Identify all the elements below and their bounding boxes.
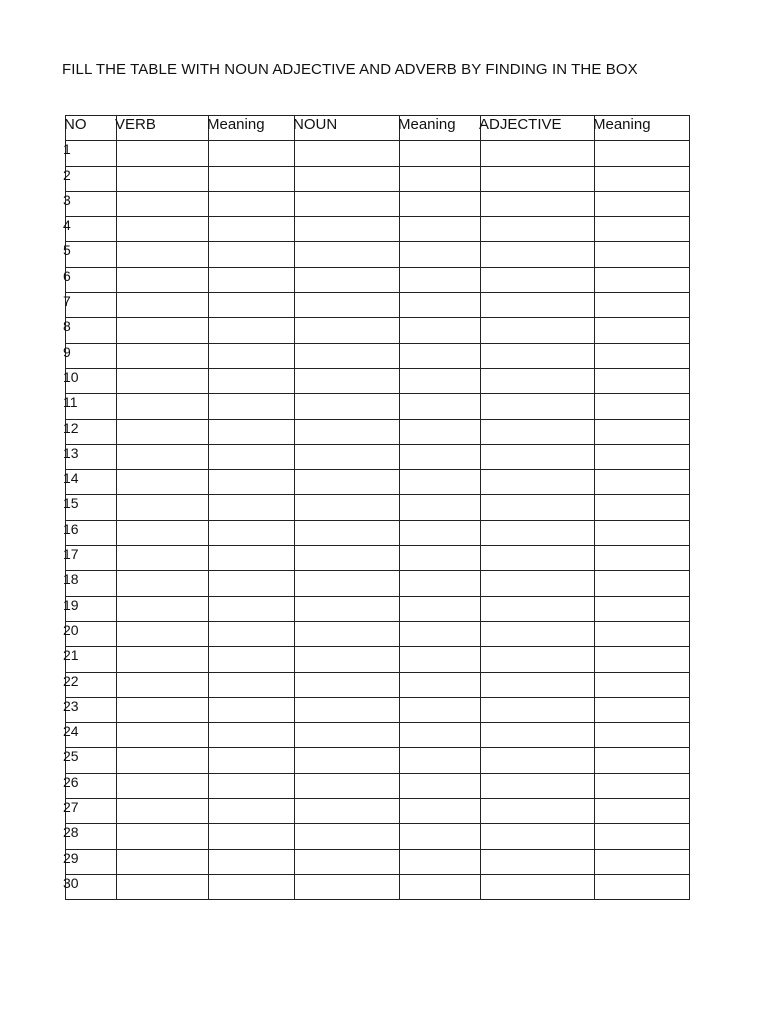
table-row bbox=[66, 368, 690, 393]
table-row bbox=[66, 748, 690, 773]
adjective-meaning-cell[interactable] bbox=[595, 166, 690, 191]
verb-cell[interactable] bbox=[117, 596, 209, 621]
adjective-cell[interactable] bbox=[481, 242, 595, 267]
adjective-cell[interactable] bbox=[481, 723, 595, 748]
adjective-meaning-cell[interactable] bbox=[595, 824, 690, 849]
adjective-cell[interactable] bbox=[481, 141, 595, 166]
table-row bbox=[66, 343, 690, 368]
adjective-meaning-cell[interactable] bbox=[595, 191, 690, 216]
table-row bbox=[66, 672, 690, 697]
adjective-meaning-cell[interactable] bbox=[595, 141, 690, 166]
adjective-meaning-cell[interactable] bbox=[595, 520, 690, 545]
verb-meaning-cell[interactable] bbox=[209, 141, 295, 166]
row-number: 23 bbox=[66, 697, 117, 722]
adjective-cell[interactable] bbox=[481, 596, 595, 621]
noun-meaning-cell[interactable] bbox=[400, 191, 481, 216]
verb-cell[interactable] bbox=[117, 546, 209, 571]
table-row bbox=[66, 191, 690, 216]
row-number: 25 bbox=[66, 748, 117, 773]
header-verb-meaning: Meaning bbox=[209, 116, 295, 141]
table-row bbox=[66, 394, 690, 419]
row-number: 18 bbox=[66, 571, 117, 596]
adjective-meaning-cell[interactable] bbox=[595, 596, 690, 621]
adjective-meaning-cell[interactable] bbox=[595, 343, 690, 368]
adjective-cell[interactable] bbox=[481, 343, 595, 368]
verb-meaning-cell[interactable] bbox=[209, 394, 295, 419]
header-adjective-meaning: Meaning bbox=[595, 116, 690, 141]
row-number: 10 bbox=[66, 368, 117, 393]
adjective-meaning-cell[interactable] bbox=[595, 394, 690, 419]
adjective-meaning-cell[interactable] bbox=[595, 647, 690, 672]
verb-meaning-cell[interactable] bbox=[209, 444, 295, 469]
verb-cell[interactable] bbox=[117, 242, 209, 267]
verb-meaning-cell[interactable] bbox=[209, 571, 295, 596]
verb-meaning-cell[interactable] bbox=[209, 647, 295, 672]
adjective-cell[interactable] bbox=[481, 571, 595, 596]
verb-cell[interactable] bbox=[117, 849, 209, 874]
noun-cell[interactable] bbox=[295, 672, 400, 697]
adjective-meaning-cell[interactable] bbox=[595, 546, 690, 571]
table-body bbox=[63, 141, 690, 900]
noun-cell[interactable] bbox=[295, 419, 400, 444]
table-row bbox=[66, 824, 690, 849]
noun-meaning-cell[interactable] bbox=[400, 419, 481, 444]
noun-cell[interactable] bbox=[295, 141, 400, 166]
page-title: FILL THE TABLE WITH NOUN ADJECTIVE AND ADVERB BY FINDING IN THE BOX bbox=[62, 61, 638, 78]
row-number: 28 bbox=[66, 824, 117, 849]
noun-meaning-cell[interactable] bbox=[400, 217, 481, 242]
worksheet-table bbox=[65, 115, 690, 900]
verb-meaning-cell[interactable] bbox=[209, 697, 295, 722]
noun-cell[interactable] bbox=[295, 849, 400, 874]
row-number: 12 bbox=[66, 419, 117, 444]
verb-cell[interactable] bbox=[117, 495, 209, 520]
table-row bbox=[66, 293, 690, 318]
adjective-cell[interactable] bbox=[481, 824, 595, 849]
verb-cell[interactable] bbox=[117, 470, 209, 495]
noun-meaning-cell[interactable] bbox=[400, 293, 481, 318]
noun-cell[interactable] bbox=[295, 394, 400, 419]
noun-meaning-cell[interactable] bbox=[400, 621, 481, 646]
adjective-cell[interactable] bbox=[481, 444, 595, 469]
verb-cell[interactable] bbox=[117, 874, 209, 899]
adjective-cell[interactable] bbox=[481, 191, 595, 216]
verb-cell[interactable] bbox=[117, 773, 209, 798]
verb-cell[interactable] bbox=[117, 697, 209, 722]
header-adjective: ADJECTIVE bbox=[481, 116, 595, 141]
adjective-cell[interactable] bbox=[481, 647, 595, 672]
table-row bbox=[66, 571, 690, 596]
adjective-cell[interactable] bbox=[481, 267, 595, 292]
row-number: 6 bbox=[66, 267, 117, 292]
adjective-meaning-cell[interactable] bbox=[595, 242, 690, 267]
noun-cell[interactable] bbox=[295, 571, 400, 596]
adjective-cell[interactable] bbox=[481, 672, 595, 697]
adjective-cell[interactable] bbox=[481, 368, 595, 393]
noun-meaning-cell[interactable] bbox=[400, 368, 481, 393]
noun-meaning-cell[interactable] bbox=[400, 824, 481, 849]
noun-cell[interactable] bbox=[295, 596, 400, 621]
table-row bbox=[66, 520, 690, 545]
verb-meaning-cell[interactable] bbox=[209, 343, 295, 368]
noun-cell[interactable] bbox=[295, 824, 400, 849]
noun-meaning-cell[interactable] bbox=[400, 773, 481, 798]
noun-cell[interactable] bbox=[295, 242, 400, 267]
noun-cell[interactable] bbox=[295, 799, 400, 824]
noun-meaning-cell[interactable] bbox=[400, 647, 481, 672]
verb-meaning-cell[interactable] bbox=[209, 495, 295, 520]
row-number: 8 bbox=[66, 318, 117, 343]
table-row bbox=[66, 723, 690, 748]
adjective-meaning-cell[interactable] bbox=[595, 217, 690, 242]
verb-meaning-cell[interactable] bbox=[209, 368, 295, 393]
row-number: 21 bbox=[66, 647, 117, 672]
adjective-cell[interactable] bbox=[481, 470, 595, 495]
noun-cell[interactable] bbox=[295, 217, 400, 242]
verb-cell[interactable] bbox=[117, 444, 209, 469]
adjective-cell[interactable] bbox=[481, 546, 595, 571]
noun-meaning-cell[interactable] bbox=[400, 697, 481, 722]
adjective-cell[interactable] bbox=[481, 799, 595, 824]
table-row bbox=[66, 217, 690, 242]
row-number: 7 bbox=[66, 293, 117, 318]
row-number: 3 bbox=[66, 191, 117, 216]
adjective-cell[interactable] bbox=[481, 166, 595, 191]
table-row bbox=[66, 546, 690, 571]
header-no: NO bbox=[66, 116, 117, 141]
verb-cell[interactable] bbox=[117, 647, 209, 672]
noun-cell[interactable] bbox=[295, 191, 400, 216]
verb-meaning-cell[interactable] bbox=[209, 267, 295, 292]
noun-meaning-cell[interactable] bbox=[400, 723, 481, 748]
verb-meaning-cell[interactable] bbox=[209, 596, 295, 621]
row-number: 16 bbox=[66, 520, 117, 545]
adjective-cell[interactable] bbox=[481, 520, 595, 545]
verb-cell[interactable] bbox=[117, 343, 209, 368]
adjective-meaning-cell[interactable] bbox=[595, 571, 690, 596]
noun-meaning-cell[interactable] bbox=[400, 394, 481, 419]
adjective-cell[interactable] bbox=[481, 697, 595, 722]
verb-meaning-cell[interactable] bbox=[209, 191, 295, 216]
adjective-meaning-cell[interactable] bbox=[595, 621, 690, 646]
verb-cell[interactable] bbox=[117, 141, 209, 166]
noun-cell[interactable] bbox=[295, 621, 400, 646]
table-row bbox=[66, 773, 690, 798]
verb-meaning-cell[interactable] bbox=[209, 470, 295, 495]
table-row bbox=[66, 596, 690, 621]
noun-meaning-cell[interactable] bbox=[400, 874, 481, 899]
noun-meaning-cell[interactable] bbox=[400, 546, 481, 571]
adjective-meaning-cell[interactable] bbox=[595, 444, 690, 469]
adjective-meaning-cell[interactable] bbox=[595, 368, 690, 393]
header-verb: VERB bbox=[117, 116, 209, 141]
noun-cell[interactable] bbox=[295, 874, 400, 899]
adjective-meaning-cell[interactable] bbox=[595, 773, 690, 798]
adjective-meaning-cell[interactable] bbox=[595, 267, 690, 292]
row-number: 5 bbox=[66, 242, 117, 267]
verb-cell[interactable] bbox=[117, 394, 209, 419]
row-number: 19 bbox=[66, 596, 117, 621]
verb-meaning-cell[interactable] bbox=[209, 293, 295, 318]
adjective-meaning-cell[interactable] bbox=[595, 849, 690, 874]
adjective-cell[interactable] bbox=[481, 773, 595, 798]
table-row bbox=[66, 647, 690, 672]
noun-meaning-cell[interactable] bbox=[400, 242, 481, 267]
adjective-cell[interactable] bbox=[481, 293, 595, 318]
verb-meaning-cell[interactable] bbox=[209, 166, 295, 191]
adjective-meaning-cell[interactable] bbox=[595, 874, 690, 899]
noun-meaning-cell[interactable] bbox=[400, 267, 481, 292]
noun-cell[interactable] bbox=[295, 723, 400, 748]
row-number: 27 bbox=[66, 799, 117, 824]
verb-meaning-cell[interactable] bbox=[209, 242, 295, 267]
adjective-meaning-cell[interactable] bbox=[595, 293, 690, 318]
adjective-meaning-cell[interactable] bbox=[595, 799, 690, 824]
verb-cell[interactable] bbox=[117, 520, 209, 545]
table-row bbox=[66, 874, 690, 899]
verb-meaning-cell[interactable] bbox=[209, 621, 295, 646]
noun-cell[interactable] bbox=[295, 647, 400, 672]
adjective-meaning-cell[interactable] bbox=[595, 697, 690, 722]
verb-cell[interactable] bbox=[117, 571, 209, 596]
noun-meaning-cell[interactable] bbox=[400, 343, 481, 368]
verb-cell[interactable] bbox=[117, 293, 209, 318]
adjective-cell[interactable] bbox=[481, 217, 595, 242]
noun-cell[interactable] bbox=[295, 343, 400, 368]
row-number: 13 bbox=[66, 444, 117, 469]
noun-meaning-cell[interactable] bbox=[400, 141, 481, 166]
noun-cell[interactable] bbox=[295, 697, 400, 722]
adjective-meaning-cell[interactable] bbox=[595, 419, 690, 444]
verb-cell[interactable] bbox=[117, 672, 209, 697]
verb-cell[interactable] bbox=[117, 723, 209, 748]
table-row bbox=[66, 849, 690, 874]
table-row bbox=[66, 799, 690, 824]
noun-cell[interactable] bbox=[295, 318, 400, 343]
noun-meaning-cell[interactable] bbox=[400, 495, 481, 520]
row-number: 29 bbox=[66, 849, 117, 874]
noun-meaning-cell[interactable] bbox=[400, 799, 481, 824]
row-number: 20 bbox=[66, 621, 117, 646]
verb-cell[interactable] bbox=[117, 824, 209, 849]
row-number: 17 bbox=[66, 546, 117, 571]
table-row bbox=[66, 697, 690, 722]
verb-cell[interactable] bbox=[117, 799, 209, 824]
table-row bbox=[66, 242, 690, 267]
adjective-meaning-cell[interactable] bbox=[595, 495, 690, 520]
noun-meaning-cell[interactable] bbox=[400, 596, 481, 621]
verb-cell[interactable] bbox=[117, 419, 209, 444]
noun-meaning-cell[interactable] bbox=[400, 571, 481, 596]
verb-cell[interactable] bbox=[117, 166, 209, 191]
noun-meaning-cell[interactable] bbox=[400, 672, 481, 697]
verb-meaning-cell[interactable] bbox=[209, 546, 295, 571]
verb-meaning-cell[interactable] bbox=[209, 874, 295, 899]
row-number: 14 bbox=[66, 470, 117, 495]
table-row bbox=[66, 166, 690, 191]
table-row bbox=[66, 495, 690, 520]
adjective-cell[interactable] bbox=[481, 874, 595, 899]
noun-meaning-cell[interactable] bbox=[400, 166, 481, 191]
verb-meaning-cell[interactable] bbox=[209, 419, 295, 444]
noun-cell[interactable] bbox=[295, 748, 400, 773]
noun-cell[interactable] bbox=[295, 444, 400, 469]
table-row bbox=[66, 470, 690, 495]
noun-meaning-cell[interactable] bbox=[400, 470, 481, 495]
adjective-cell[interactable] bbox=[481, 419, 595, 444]
row-number: 26 bbox=[66, 773, 117, 798]
adjective-cell[interactable] bbox=[481, 849, 595, 874]
adjective-meaning-cell[interactable] bbox=[595, 672, 690, 697]
table-row bbox=[66, 141, 690, 166]
noun-cell[interactable] bbox=[295, 293, 400, 318]
verb-meaning-cell[interactable] bbox=[209, 773, 295, 798]
verb-meaning-cell[interactable] bbox=[209, 672, 295, 697]
verb-meaning-cell[interactable] bbox=[209, 799, 295, 824]
verb-meaning-cell[interactable] bbox=[209, 748, 295, 773]
table-row bbox=[66, 444, 690, 469]
verb-cell[interactable] bbox=[117, 621, 209, 646]
verb-meaning-cell[interactable] bbox=[209, 849, 295, 874]
noun-cell[interactable] bbox=[295, 495, 400, 520]
noun-cell[interactable] bbox=[295, 773, 400, 798]
header-noun-meaning: Meaning bbox=[400, 116, 481, 141]
row-number: 9 bbox=[66, 343, 117, 368]
noun-meaning-cell[interactable] bbox=[400, 748, 481, 773]
verb-cell[interactable] bbox=[117, 267, 209, 292]
header-noun: NOUN bbox=[295, 116, 400, 141]
adjective-cell[interactable] bbox=[481, 748, 595, 773]
adjective-cell[interactable] bbox=[481, 495, 595, 520]
noun-meaning-cell[interactable] bbox=[400, 520, 481, 545]
row-number: 2 bbox=[66, 166, 117, 191]
noun-cell[interactable] bbox=[295, 546, 400, 571]
noun-cell[interactable] bbox=[295, 368, 400, 393]
verb-meaning-cell[interactable] bbox=[209, 217, 295, 242]
adjective-meaning-cell[interactable] bbox=[595, 723, 690, 748]
row-number: 22 bbox=[66, 672, 117, 697]
noun-meaning-cell[interactable] bbox=[400, 444, 481, 469]
adjective-meaning-cell[interactable] bbox=[595, 318, 690, 343]
table-row bbox=[66, 267, 690, 292]
verb-meaning-cell[interactable] bbox=[209, 824, 295, 849]
noun-meaning-cell[interactable] bbox=[400, 849, 481, 874]
row-number: 11 bbox=[66, 394, 117, 419]
adjective-cell[interactable] bbox=[481, 394, 595, 419]
adjective-cell[interactable] bbox=[481, 621, 595, 646]
verb-meaning-cell[interactable] bbox=[209, 723, 295, 748]
adjective-meaning-cell[interactable] bbox=[595, 748, 690, 773]
verb-meaning-cell[interactable] bbox=[209, 520, 295, 545]
verb-cell[interactable] bbox=[117, 318, 209, 343]
verb-cell[interactable] bbox=[117, 217, 209, 242]
noun-meaning-cell[interactable] bbox=[400, 318, 481, 343]
verb-cell[interactable] bbox=[117, 368, 209, 393]
noun-cell[interactable] bbox=[295, 166, 400, 191]
table-row bbox=[66, 419, 690, 444]
adjective-cell[interactable] bbox=[481, 318, 595, 343]
header-row bbox=[66, 116, 690, 141]
verb-cell[interactable] bbox=[117, 748, 209, 773]
table-row bbox=[66, 318, 690, 343]
verb-cell[interactable] bbox=[117, 191, 209, 216]
verb-meaning-cell[interactable] bbox=[209, 318, 295, 343]
adjective-meaning-cell[interactable] bbox=[595, 470, 690, 495]
table-row bbox=[66, 621, 690, 646]
noun-cell[interactable] bbox=[295, 267, 400, 292]
row-number: 4 bbox=[66, 217, 117, 242]
noun-cell[interactable] bbox=[295, 520, 400, 545]
row-number: 24 bbox=[66, 723, 117, 748]
row-number: 30 bbox=[66, 874, 117, 899]
row-number: 1 bbox=[66, 141, 117, 166]
row-number: 15 bbox=[66, 495, 117, 520]
noun-cell[interactable] bbox=[295, 470, 400, 495]
